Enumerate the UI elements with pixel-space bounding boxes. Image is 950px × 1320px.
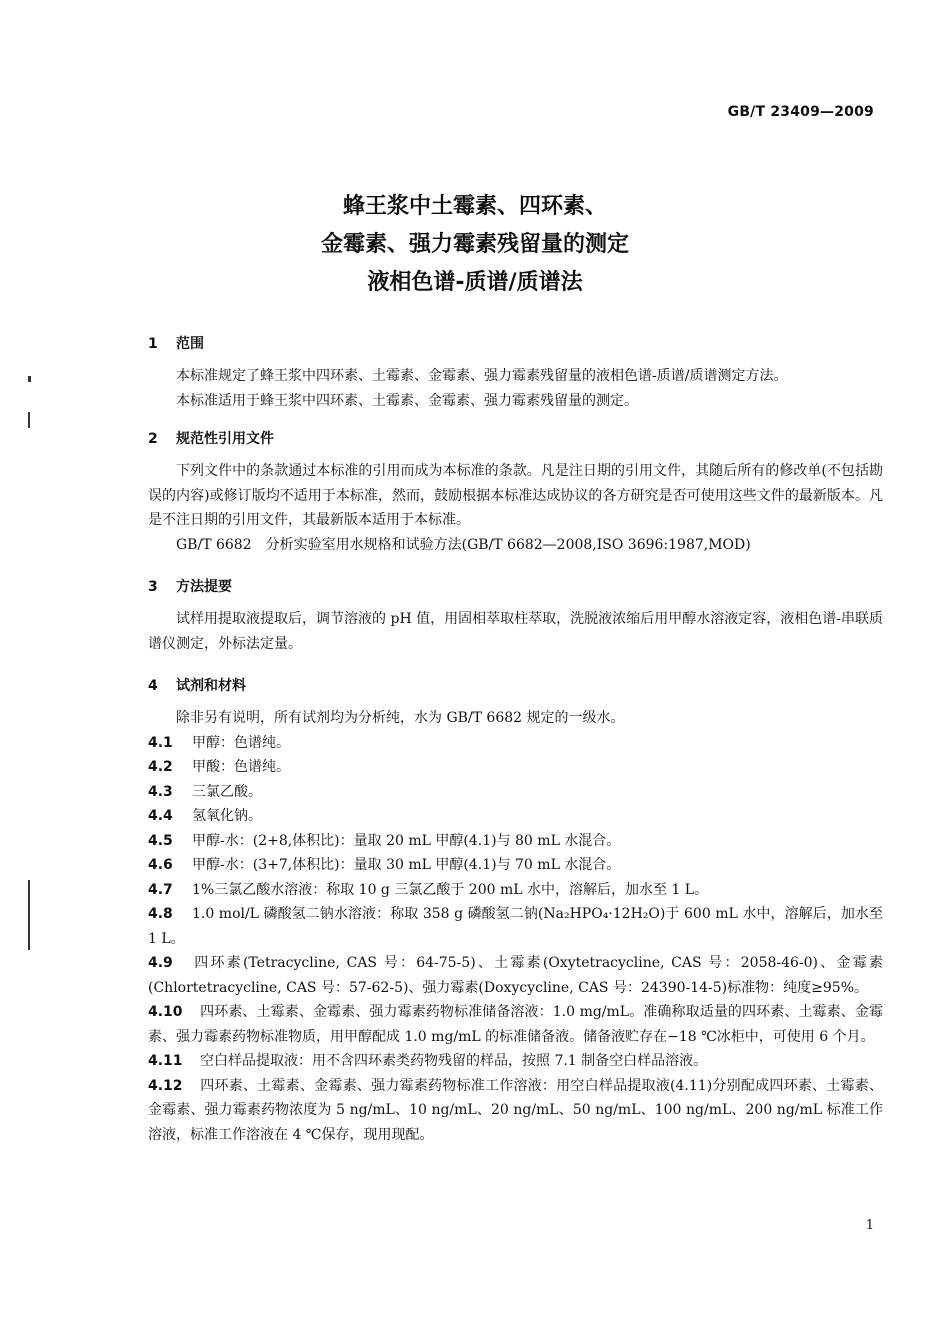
section-2-heading bbox=[148, 427, 883, 451]
reagent-item bbox=[148, 1074, 883, 1148]
scope-paragraph-2: 本标准适用于蜂王浆中四环素、土霉素、金霉素、强力霉素残留量的测定。 bbox=[176, 392, 638, 409]
scope-paragraph-1: 本标准规定了蜂王浆中四环素、土霉素、金霉素、强力霉素残留量的液相色谱-质谱/质谱测定方法。 bbox=[176, 368, 788, 384]
item-text: 1.0 mol/L 磷酸氢二钠水溶液：称取 358 g 磷酸氢二钠(Na₂HPO₄·12H₂O)于 600 mL 水中，溶解后，加水至 1 L。 bbox=[148, 906, 883, 947]
item-text: 空白样品提取液：用不含四环素类药物残留的样品，按照 7.1 制备空白样品溶液。 bbox=[200, 1053, 708, 1069]
item-text: 甲酸：色谱纯。 bbox=[192, 759, 290, 775]
section-3-heading bbox=[148, 575, 883, 599]
item-text: 甲醇-水：(3+7,体积比)：量取 30 mL 甲醇(4.1)与 70 mL 水混合。 bbox=[192, 857, 621, 873]
reagent-item bbox=[148, 755, 883, 780]
reagent-item bbox=[148, 731, 883, 756]
section-4-heading bbox=[148, 674, 883, 698]
section-number: 1 bbox=[148, 336, 158, 352]
item-text: 四环素、土霉素、金霉素、强力霉素药物标准工作溶液：用空白样品提取液(4.11)分别配成四环素、土霉素、金霉素、强力霉素药物浓度为 5 ng/mL、10 ng/mL、20 ng/mL、50 ng/mL、100 ng/mL、200 ng/mL 标准工作溶液，标准工作溶液在 4 ℃保存，现用现配。 bbox=[148, 1077, 883, 1143]
section-number: 3 bbox=[148, 579, 158, 595]
scan-mark bbox=[28, 376, 31, 382]
reagent-item bbox=[148, 1000, 883, 1049]
document-title bbox=[0, 188, 950, 302]
section-title: 试剂和材料 bbox=[176, 678, 246, 694]
reference-gb-t-6682: GB/T 6682 分析实验室用水规格和试验方法(GB/T 6682—2008,ISO 3696:1987,MOD) bbox=[176, 536, 751, 553]
item-number: 4.5 bbox=[148, 832, 173, 849]
item-text: 四环素、土霉素、金霉素、强力霉素药物标准储备溶液：1.0 mg/mL。准确称取适量的四环素、土霉素、金霉素、强力霉素药物标准物质，用甲醇配成 1.0 mg/mL 的标准储备液。储备液贮存在−18 ℃冰柜中，可使用 6 个月。 bbox=[148, 1004, 883, 1045]
reagent-item bbox=[148, 780, 883, 805]
item-number: 4.6 bbox=[148, 857, 173, 873]
reagent-item bbox=[148, 878, 883, 903]
standard-number: GB/T 23409—2009 bbox=[727, 104, 874, 120]
section-number: 4 bbox=[148, 678, 158, 694]
item-number: 4.10 bbox=[148, 1004, 183, 1020]
item-text: 1%三氯乙酸水溶液：称取 10 g 三氯乙酸于 200 mL 水中，溶解后，加水至 1 L。 bbox=[192, 881, 709, 898]
method-summary-paragraph: 试样用提取液提取后，调节溶液的 pH 值，用固相萃取柱萃取，洗脱液浓缩后用甲醇水溶液定容，液相色谱-串联质谱仪测定，外标法定量。 bbox=[148, 611, 883, 652]
item-number: 4.1 bbox=[148, 734, 173, 751]
item-text: 氢氧化钠。 bbox=[192, 808, 262, 824]
scan-mark bbox=[28, 880, 30, 950]
section-title: 范围 bbox=[176, 336, 204, 352]
item-number: 4.2 bbox=[148, 759, 173, 775]
reagent-item bbox=[148, 902, 883, 951]
reagent-item bbox=[148, 951, 883, 1000]
normative-references-paragraph: 下列文件中的条款通过本标准的引用而成为本标准的条款。凡是注日期的引用文件，其随后所有的修改单(不包括勘误的内容)或修订版均不适用于本标准，然而，鼓励根据本标准达成协议的各方研究是否可使用这些文件的最新版本。凡是不注日期的引用文件，其最新版本适用于本标准。 bbox=[148, 463, 883, 528]
title-line-3: 液相色谱-质谱/质谱法 bbox=[367, 270, 583, 295]
reagents-intro: 除非另有说明，所有试剂均为分析纯，水为 GB/T 6682 规定的一级水。 bbox=[176, 710, 625, 726]
section-1-heading bbox=[148, 332, 883, 356]
item-number: 4.4 bbox=[148, 808, 173, 824]
reagent-item bbox=[148, 829, 883, 854]
title-line-2: 金霉素、强力霉素残留量的测定 bbox=[320, 232, 629, 257]
item-number: 4.11 bbox=[148, 1053, 183, 1069]
item-text: 甲醇：色谱纯。 bbox=[192, 734, 290, 751]
item-number: 4.8 bbox=[148, 906, 173, 922]
page-number: 1 bbox=[865, 1218, 874, 1233]
reagent-item bbox=[148, 1049, 883, 1074]
reagent-item bbox=[148, 804, 883, 829]
section-title: 方法提要 bbox=[176, 579, 232, 595]
item-text: 三氯乙酸。 bbox=[192, 783, 262, 800]
item-number: 4.12 bbox=[148, 1077, 183, 1094]
title-line-1: 蜂王浆中土霉素、四环素、 bbox=[342, 194, 607, 219]
scan-mark bbox=[28, 412, 30, 428]
item-number: 4.3 bbox=[148, 783, 173, 800]
reagent-item bbox=[148, 853, 883, 878]
item-text: 甲醇-水：(2+8,体积比)：量取 20 mL 甲醇(4.1)与 80 mL 水混合。 bbox=[192, 832, 621, 849]
section-number: 2 bbox=[148, 431, 158, 447]
document-body bbox=[148, 332, 883, 1147]
item-number: 4.9 bbox=[148, 955, 173, 971]
item-number: 4.7 bbox=[148, 881, 173, 898]
section-title: 规范性引用文件 bbox=[176, 431, 274, 447]
item-text: 四环素(Tetracycline, CAS 号：64-75-5)、土霉素(Oxytetracycline, CAS 号：2058-46-0)、金霉素(Chlortetracycline, CAS 号：57-62-5)、强力霉素(Doxycycline, CAS 号：24390-14-5)标准物：纯度≥95%。 bbox=[148, 955, 883, 996]
